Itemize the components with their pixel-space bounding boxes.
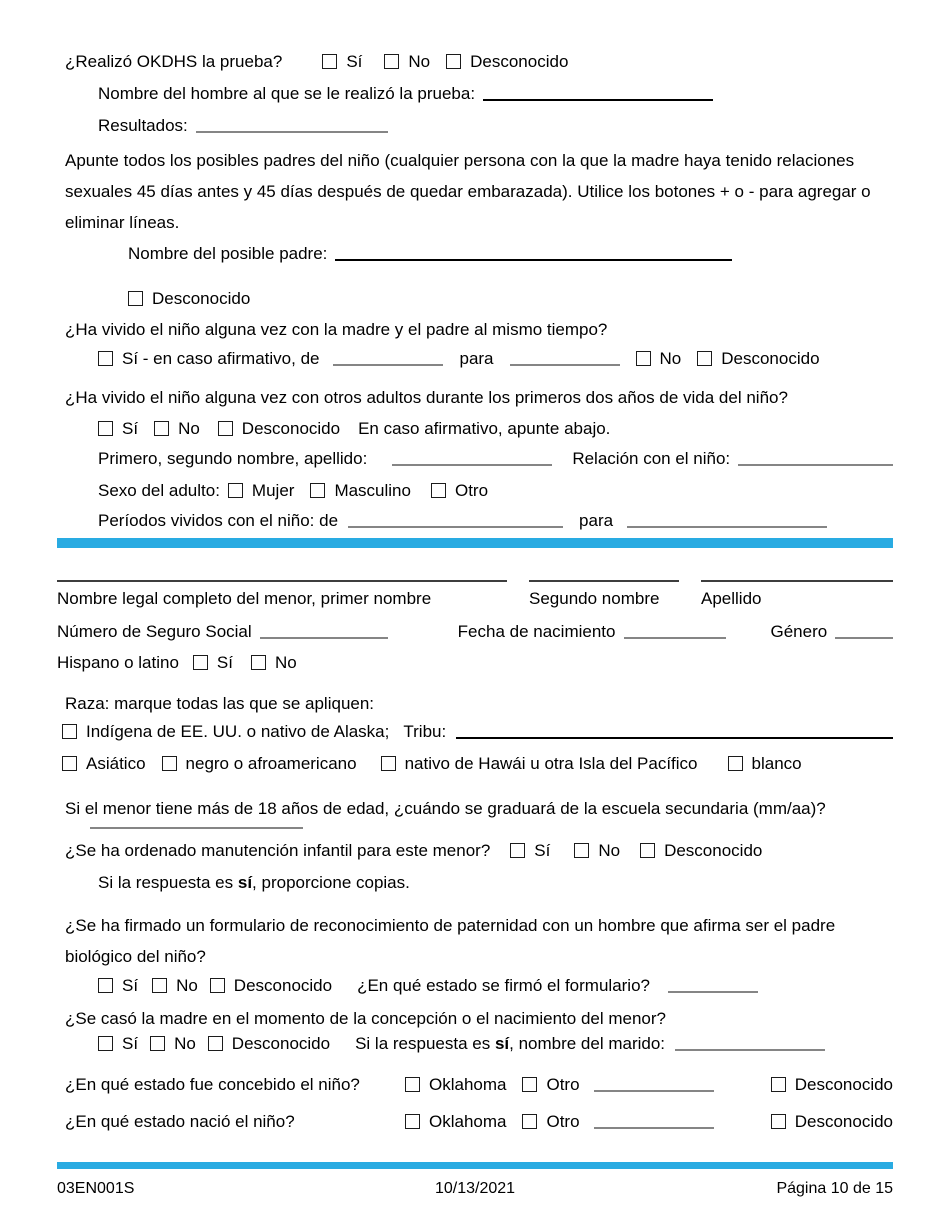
other-adults-yes-checkbox[interactable] xyxy=(98,421,113,436)
race-hawaiian-checkbox[interactable] xyxy=(381,756,396,771)
race-label-row xyxy=(65,694,893,713)
lived-parents-para-label: para xyxy=(459,349,494,368)
race-native-row xyxy=(62,722,893,741)
tested-man-name-row xyxy=(65,84,893,103)
married-no-option xyxy=(150,1034,196,1053)
conceived-oklahoma-option xyxy=(405,1075,506,1094)
ssn-dob-gender-row xyxy=(57,622,893,641)
adult-sex-label: Sexo del adulto: xyxy=(98,481,220,500)
support-no-label: No xyxy=(598,841,621,860)
born-unknown-option xyxy=(771,1112,893,1131)
adult-sex-row xyxy=(65,481,893,500)
born-other-checkbox[interactable] xyxy=(522,1114,537,1129)
support-unknown-checkbox[interactable] xyxy=(640,843,655,858)
child-last-name-field[interactable] xyxy=(701,580,893,582)
child-middle-name-field[interactable] xyxy=(529,580,679,582)
form-page xyxy=(57,0,893,1131)
father-unknown-label: Desconocido xyxy=(152,289,251,308)
other-adults-unknown-label: Desconocido xyxy=(241,419,341,438)
support-question-row xyxy=(65,841,893,860)
gender-label: Género xyxy=(770,622,828,641)
lived-parents-question-row xyxy=(65,320,893,339)
lived-parents-yes-checkbox[interactable] xyxy=(98,351,113,366)
born-other-label: Otro xyxy=(546,1112,580,1131)
gender-field[interactable] xyxy=(835,637,893,639)
lived-parents-unknown-checkbox[interactable] xyxy=(697,351,712,366)
born-question: ¿En qué estado nació el niño? xyxy=(65,1112,295,1131)
paternity-no-option xyxy=(152,976,198,995)
lived-parents-unknown-option xyxy=(697,349,819,368)
periods-row xyxy=(65,511,893,530)
married-question: ¿Se casó la madre en el momento de la concepción o el nacimiento del menor? xyxy=(65,1009,667,1028)
support-note-bold: sí xyxy=(237,873,253,892)
other-adults-if-so-note: En caso afirmativo, apunte abajo. xyxy=(358,419,611,438)
race-native-checkbox[interactable] xyxy=(62,724,77,739)
paternity-unknown-label: Desconocido xyxy=(233,976,333,995)
adult-sex-female-label: Mujer xyxy=(251,481,295,500)
born-other-field[interactable] xyxy=(594,1127,714,1129)
adult-name-row xyxy=(65,449,893,468)
support-note-row xyxy=(65,873,893,892)
race-black-option xyxy=(162,754,357,773)
section-divider-bar xyxy=(57,538,893,548)
paternity-no-checkbox[interactable] xyxy=(152,978,167,993)
okdhs-test-no-checkbox[interactable] xyxy=(384,54,399,69)
other-adults-answer-row xyxy=(65,419,893,438)
conceived-other-label: Otro xyxy=(546,1075,580,1094)
husband-note-pre: Si la respuesta es xyxy=(355,1034,495,1053)
lived-parents-no-option xyxy=(636,349,682,368)
support-unknown-label: Desconocido xyxy=(664,841,763,860)
father-unknown-checkbox[interactable] xyxy=(128,291,143,306)
paternity-no-label: No xyxy=(176,976,198,995)
adult-sex-other-checkbox[interactable] xyxy=(431,483,446,498)
race-hawaiian-label: nativo de Hawái u otra Isla del Pacífico xyxy=(404,754,698,773)
father-unknown-option xyxy=(128,289,250,308)
periods-to-field[interactable] xyxy=(627,526,827,528)
okdhs-test-yes-option xyxy=(322,52,362,71)
okdhs-test-unknown-option xyxy=(446,52,568,71)
race-options-row xyxy=(62,754,893,773)
adult-relation-field[interactable] xyxy=(738,464,893,466)
race-hawaiian-option xyxy=(381,754,698,773)
race-asian-label: Asiático xyxy=(86,754,146,773)
paternity-unknown-option xyxy=(210,976,332,995)
results-field[interactable] xyxy=(196,131,388,133)
hispanic-row xyxy=(57,653,893,672)
race-black-checkbox[interactable] xyxy=(162,756,177,771)
hispanic-no-checkbox[interactable] xyxy=(251,655,266,670)
race-native-option xyxy=(62,722,389,741)
married-yes-option xyxy=(98,1034,138,1053)
possible-father-row xyxy=(65,244,893,263)
born-oklahoma-checkbox[interactable] xyxy=(405,1114,420,1129)
adult-sex-other-label: Otro xyxy=(454,481,489,500)
okdhs-test-no-option xyxy=(384,52,430,71)
race-black-label: negro o afroamericano xyxy=(185,754,357,773)
form-number: 03EN001S xyxy=(57,1180,135,1197)
form-date: 10/13/2021 xyxy=(434,1180,516,1197)
periods-label: Períodos vividos con el niño: de xyxy=(98,511,339,530)
page-number: Página 10 de 15 xyxy=(776,1180,893,1197)
conceived-other-option xyxy=(522,1075,579,1094)
conceived-question: ¿En qué estado fue concebido el niño? xyxy=(65,1075,360,1094)
tribe-field[interactable] xyxy=(456,737,893,739)
born-unknown-checkbox[interactable] xyxy=(771,1114,786,1129)
born-row xyxy=(65,1112,893,1131)
dob-field[interactable] xyxy=(624,637,726,639)
married-unknown-checkbox[interactable] xyxy=(208,1036,223,1051)
conceived-unknown-option xyxy=(771,1075,893,1094)
adult-sex-male-checkbox[interactable] xyxy=(310,483,325,498)
adult-sex-female-option xyxy=(228,481,295,500)
results-label: Resultados: xyxy=(98,116,188,135)
child-last-name-label: Apellido xyxy=(701,589,762,608)
support-yes-label: Sí xyxy=(534,841,551,860)
married-yes-label: Sí xyxy=(122,1034,139,1053)
possible-father-field[interactable] xyxy=(335,259,732,261)
race-native-label: Indígena de EE. UU. o nativo de Alaska; xyxy=(86,722,390,741)
lived-parents-no-label: No xyxy=(659,349,682,368)
okdhs-test-yes-checkbox[interactable] xyxy=(322,54,337,69)
conceived-oklahoma-label: Oklahoma xyxy=(429,1075,507,1094)
support-yes-option xyxy=(510,841,550,860)
paternity-question: ¿Se ha firmado un formulario de reconocimiento de paternidad con un hombre que afirma ser el padre biológico del niño? xyxy=(65,916,836,966)
support-note-pre: Si la respuesta es xyxy=(98,873,238,892)
husband-note-post: , nombre del marido: xyxy=(509,1034,666,1053)
adult-sex-female-checkbox[interactable] xyxy=(228,483,243,498)
child-first-name-label: Nombre legal completo del menor, primer nombre xyxy=(57,589,432,608)
married-answer-row xyxy=(65,1034,893,1053)
footer-row xyxy=(57,1180,893,1198)
adult-name-field[interactable] xyxy=(392,464,552,466)
okdhs-test-unknown-checkbox[interactable] xyxy=(446,54,461,69)
hispanic-yes-label: Sí xyxy=(216,653,233,672)
husband-name-note xyxy=(355,1034,665,1053)
child-last-name-column xyxy=(701,580,893,608)
paternity-state-field[interactable] xyxy=(668,991,758,993)
adult-sex-other-option xyxy=(431,481,488,500)
married-unknown-option xyxy=(208,1034,330,1053)
ssn-field[interactable] xyxy=(260,637,388,639)
conceived-other-checkbox[interactable] xyxy=(522,1077,537,1092)
other-adults-yes-label: Sí xyxy=(122,419,139,438)
born-unknown-label: Desconocido xyxy=(794,1112,893,1131)
adult-relation-label: Relación con el niño: xyxy=(572,449,731,468)
married-no-label: No xyxy=(174,1034,196,1053)
husband-name-field[interactable] xyxy=(675,1049,825,1051)
footer-divider-bar xyxy=(57,1162,893,1169)
support-no-option xyxy=(574,841,620,860)
support-yes-checkbox[interactable] xyxy=(510,843,525,858)
conceived-unknown-label: Desconocido xyxy=(794,1075,893,1094)
other-adults-question: ¿Ha vivido el niño alguna vez con otros adultos durante los primeros dos años de vida del niño? xyxy=(65,388,788,407)
adult-sex-male-option xyxy=(310,481,411,500)
race-white-checkbox[interactable] xyxy=(728,756,743,771)
other-adults-yes-option xyxy=(98,419,138,438)
married-yes-checkbox[interactable] xyxy=(98,1036,113,1051)
lived-parents-question: ¿Ha vivido el niño alguna vez con la madre y el padre al mismo tiempo? xyxy=(65,320,608,339)
paternity-answer-row xyxy=(65,976,893,995)
lived-parents-answer-row xyxy=(65,349,893,368)
okdhs-test-no-label: No xyxy=(408,52,431,71)
graduation-field[interactable] xyxy=(90,827,303,829)
born-oklahoma-label: Oklahoma xyxy=(429,1112,507,1131)
paternity-yes-option xyxy=(98,976,138,995)
hispanic-yes-option xyxy=(193,653,233,672)
race-label: Raza: marque todas las que se apliquen: xyxy=(65,694,375,713)
paternity-yes-label: Sí xyxy=(122,976,139,995)
other-adults-no-checkbox[interactable] xyxy=(154,421,169,436)
okdhs-test-yes-label: Sí xyxy=(346,52,363,71)
hispanic-yes-checkbox[interactable] xyxy=(193,655,208,670)
lived-parents-unknown-label: Desconocido xyxy=(721,349,820,368)
born-other-option xyxy=(522,1112,579,1131)
hispanic-label: Hispano o latino xyxy=(57,653,179,672)
race-white-option xyxy=(728,754,802,773)
conceived-oklahoma-checkbox[interactable] xyxy=(405,1077,420,1092)
support-note xyxy=(98,873,410,892)
graduation-question: Si el menor tiene más de 18 años de edad, ¿cuándo se graduará de la escuela secundaria (mm/aa)? xyxy=(65,799,826,818)
support-no-checkbox[interactable] xyxy=(574,843,589,858)
married-no-checkbox[interactable] xyxy=(150,1036,165,1051)
conceived-other-field[interactable] xyxy=(594,1090,714,1092)
child-first-name-field[interactable] xyxy=(57,580,507,582)
tribe-label: Tribu: xyxy=(403,722,447,741)
child-name-columns xyxy=(57,580,893,608)
conceived-row xyxy=(65,1075,893,1094)
conceived-unknown-checkbox[interactable] xyxy=(771,1077,786,1092)
paternity-unknown-checkbox[interactable] xyxy=(210,978,225,993)
support-unknown-option xyxy=(640,841,762,860)
support-note-post: , proporcione copias. xyxy=(252,873,410,892)
periods-from-field[interactable] xyxy=(348,526,563,528)
adult-sex-male-label: Masculino xyxy=(334,481,411,500)
hispanic-no-option xyxy=(251,653,297,672)
father-unknown-row xyxy=(65,289,893,308)
paternity-yes-checkbox[interactable] xyxy=(98,978,113,993)
child-middle-name-label: Segundo nombre xyxy=(529,589,660,608)
possible-fathers-instructions: Apunte todos los posibles padres del niño (cualquier persona con la que la madre haya tenido relaciones sexuales 45 días antes y 45 días después de quedar embarazada). Utilice los botones + o - para agregar o eliminar líneas. xyxy=(65,151,871,232)
race-asian-checkbox[interactable] xyxy=(62,756,77,771)
other-adults-no-label: No xyxy=(178,419,200,438)
other-adults-unknown-option xyxy=(218,419,340,438)
child-middle-name-column xyxy=(529,580,679,608)
tested-man-name-field[interactable] xyxy=(483,99,713,101)
ssn-label: Número de Seguro Social xyxy=(57,622,252,641)
lived-parents-yes-option xyxy=(98,349,319,368)
born-oklahoma-option xyxy=(405,1112,506,1131)
okdhs-test-question: ¿Realizó OKDHS la prueba? xyxy=(65,52,283,71)
other-adults-question-row xyxy=(65,388,893,407)
lived-parents-to-field[interactable] xyxy=(510,364,620,366)
lived-parents-from-field[interactable] xyxy=(333,364,443,366)
race-asian-option xyxy=(62,754,146,773)
support-question: ¿Se ha ordenado manutención infantil para este menor? xyxy=(65,841,491,860)
tested-man-name-label: Nombre del hombre al que se le realizó la prueba: xyxy=(98,84,476,103)
okdhs-test-unknown-label: Desconocido xyxy=(470,52,569,71)
paternity-state-label: ¿En qué estado se firmó el formulario? xyxy=(357,976,650,995)
other-adults-unknown-checkbox[interactable] xyxy=(218,421,233,436)
married-question-row xyxy=(65,1009,893,1028)
adult-name-label: Primero, segundo nombre, apellido: xyxy=(98,449,368,468)
hispanic-no-label: No xyxy=(274,653,297,672)
results-row xyxy=(65,116,893,135)
race-white-label: blanco xyxy=(751,754,802,773)
possible-father-label: Nombre del posible padre: xyxy=(128,244,328,263)
dob-label: Fecha de nacimiento xyxy=(457,622,616,641)
lived-parents-no-checkbox[interactable] xyxy=(636,351,651,366)
page-footer xyxy=(57,1162,893,1198)
child-first-name-column xyxy=(57,580,507,608)
other-adults-no-option xyxy=(154,419,200,438)
lived-parents-yes-label: Sí - en caso afirmativo, de xyxy=(122,349,320,368)
periods-para-label: para xyxy=(579,511,614,530)
okdhs-test-row xyxy=(65,52,893,71)
husband-note-bold: sí xyxy=(494,1034,510,1053)
married-unknown-label: Desconocido xyxy=(231,1034,331,1053)
